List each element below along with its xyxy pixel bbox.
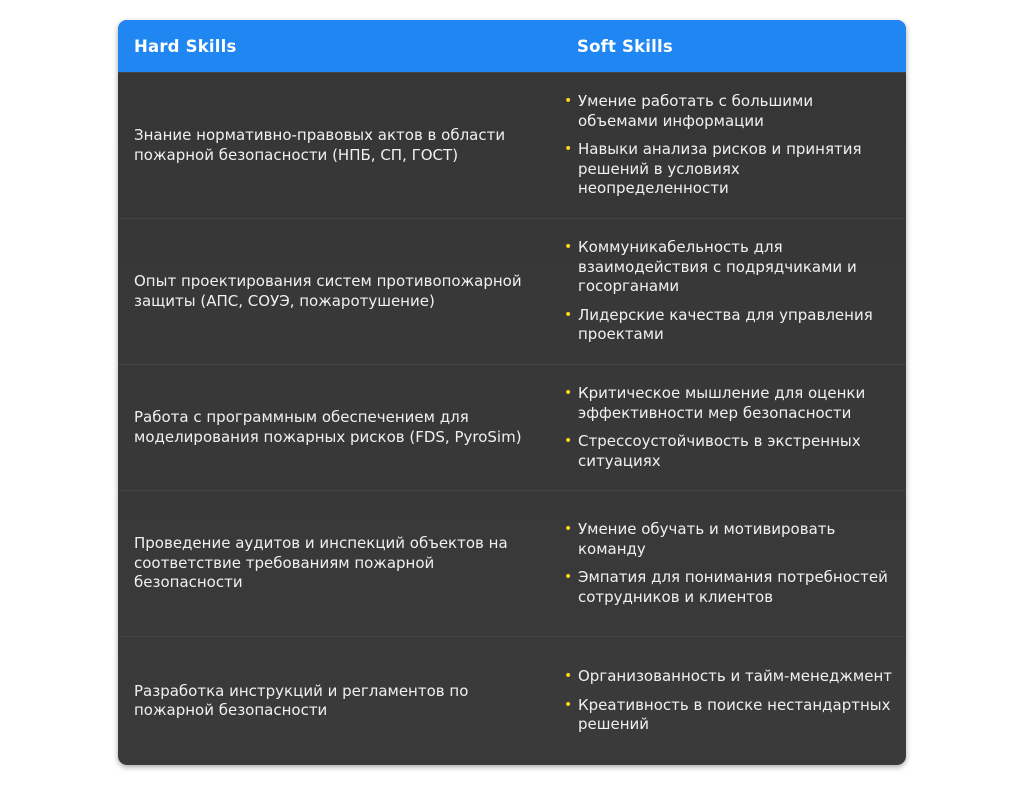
table-row (118, 636, 906, 765)
hard-skill-cell: Опыт проектирования систем противопожарной защиты (АПС, СОУЭ, пожаротушение) (134, 272, 522, 310)
bullet-icon: • (564, 668, 573, 685)
table-row (118, 218, 906, 364)
soft-skill-text: Умение работать с большими объемами информации (578, 92, 814, 130)
list-item (562, 520, 892, 559)
soft-skill-text: Коммуникабельность для взаимодействия с подрядчиками и госорганами (578, 238, 857, 296)
hard-skill-cell: Проведение аудитов и инспекций объектов на соответствие требованиям пожарной безопасности (134, 534, 508, 592)
table-header (118, 20, 906, 72)
soft-skills-cell (562, 365, 906, 490)
hard-skill-cell: Разработка инструкций и регламентов по пожарной безопасности (134, 681, 469, 719)
bullet-icon: • (564, 93, 573, 110)
soft-skills-cell (562, 637, 906, 765)
table-row (118, 364, 906, 490)
hard-skills-heading: Hard Skills (134, 36, 237, 56)
soft-skills-cell (562, 73, 906, 218)
list-item (562, 667, 892, 687)
bullet-icon: • (564, 141, 573, 158)
soft-skill-text: Навыки анализа рисков и принятия решений в условиях неопределенности (578, 140, 862, 198)
bullet-icon: • (564, 433, 573, 449)
table-row (118, 72, 906, 218)
list-item (562, 696, 892, 735)
soft-skills-list (562, 520, 892, 607)
soft-skill-text: Креативность в поиске нестандартных решений (578, 695, 891, 734)
list-item (562, 432, 892, 471)
list-item (562, 140, 892, 199)
hard-skill-cell: Работа с программным обеспечением для моделирования пожарных рисков (FDS, PyroSim) (134, 408, 522, 446)
bullet-icon: • (564, 569, 573, 585)
table-row (118, 490, 906, 636)
soft-skills-heading: Soft Skills (577, 36, 673, 56)
soft-skills-list (562, 667, 892, 735)
list-item (562, 568, 892, 607)
soft-skill-text: Стрессоустойчивость в экстренных ситуациях (578, 432, 861, 470)
list-item (562, 238, 892, 297)
bullet-icon: • (564, 239, 573, 256)
list-item (562, 384, 892, 423)
soft-skills-list (562, 92, 892, 199)
skills-table (118, 20, 906, 765)
soft-skill-text: Лидерские качества для управления проектами (578, 305, 873, 344)
list-item (562, 306, 892, 345)
soft-skill-text: Критическое мышление для оценки эффективности мер безопасности (578, 384, 866, 422)
soft-skill-text: Умение обучать и мотивировать команду (578, 520, 836, 558)
soft-skills-list (562, 238, 892, 345)
list-item (562, 92, 892, 131)
soft-skills-list (562, 384, 892, 471)
soft-skills-cell (562, 219, 906, 364)
hard-skill-cell: Знание нормативно-правовых актов в области пожарной безопасности (НПБ, СП, ГОСТ) (134, 126, 506, 164)
bullet-icon: • (564, 306, 573, 323)
bullet-icon: • (564, 385, 573, 401)
soft-skill-text: Организованность и тайм-менеджмент (578, 667, 893, 686)
soft-skill-text: Эмпатия для понимания потребностей сотрудников и клиентов (578, 568, 888, 606)
bullet-icon: • (564, 521, 573, 537)
soft-skills-cell (562, 491, 906, 636)
bullet-icon: • (564, 696, 573, 713)
